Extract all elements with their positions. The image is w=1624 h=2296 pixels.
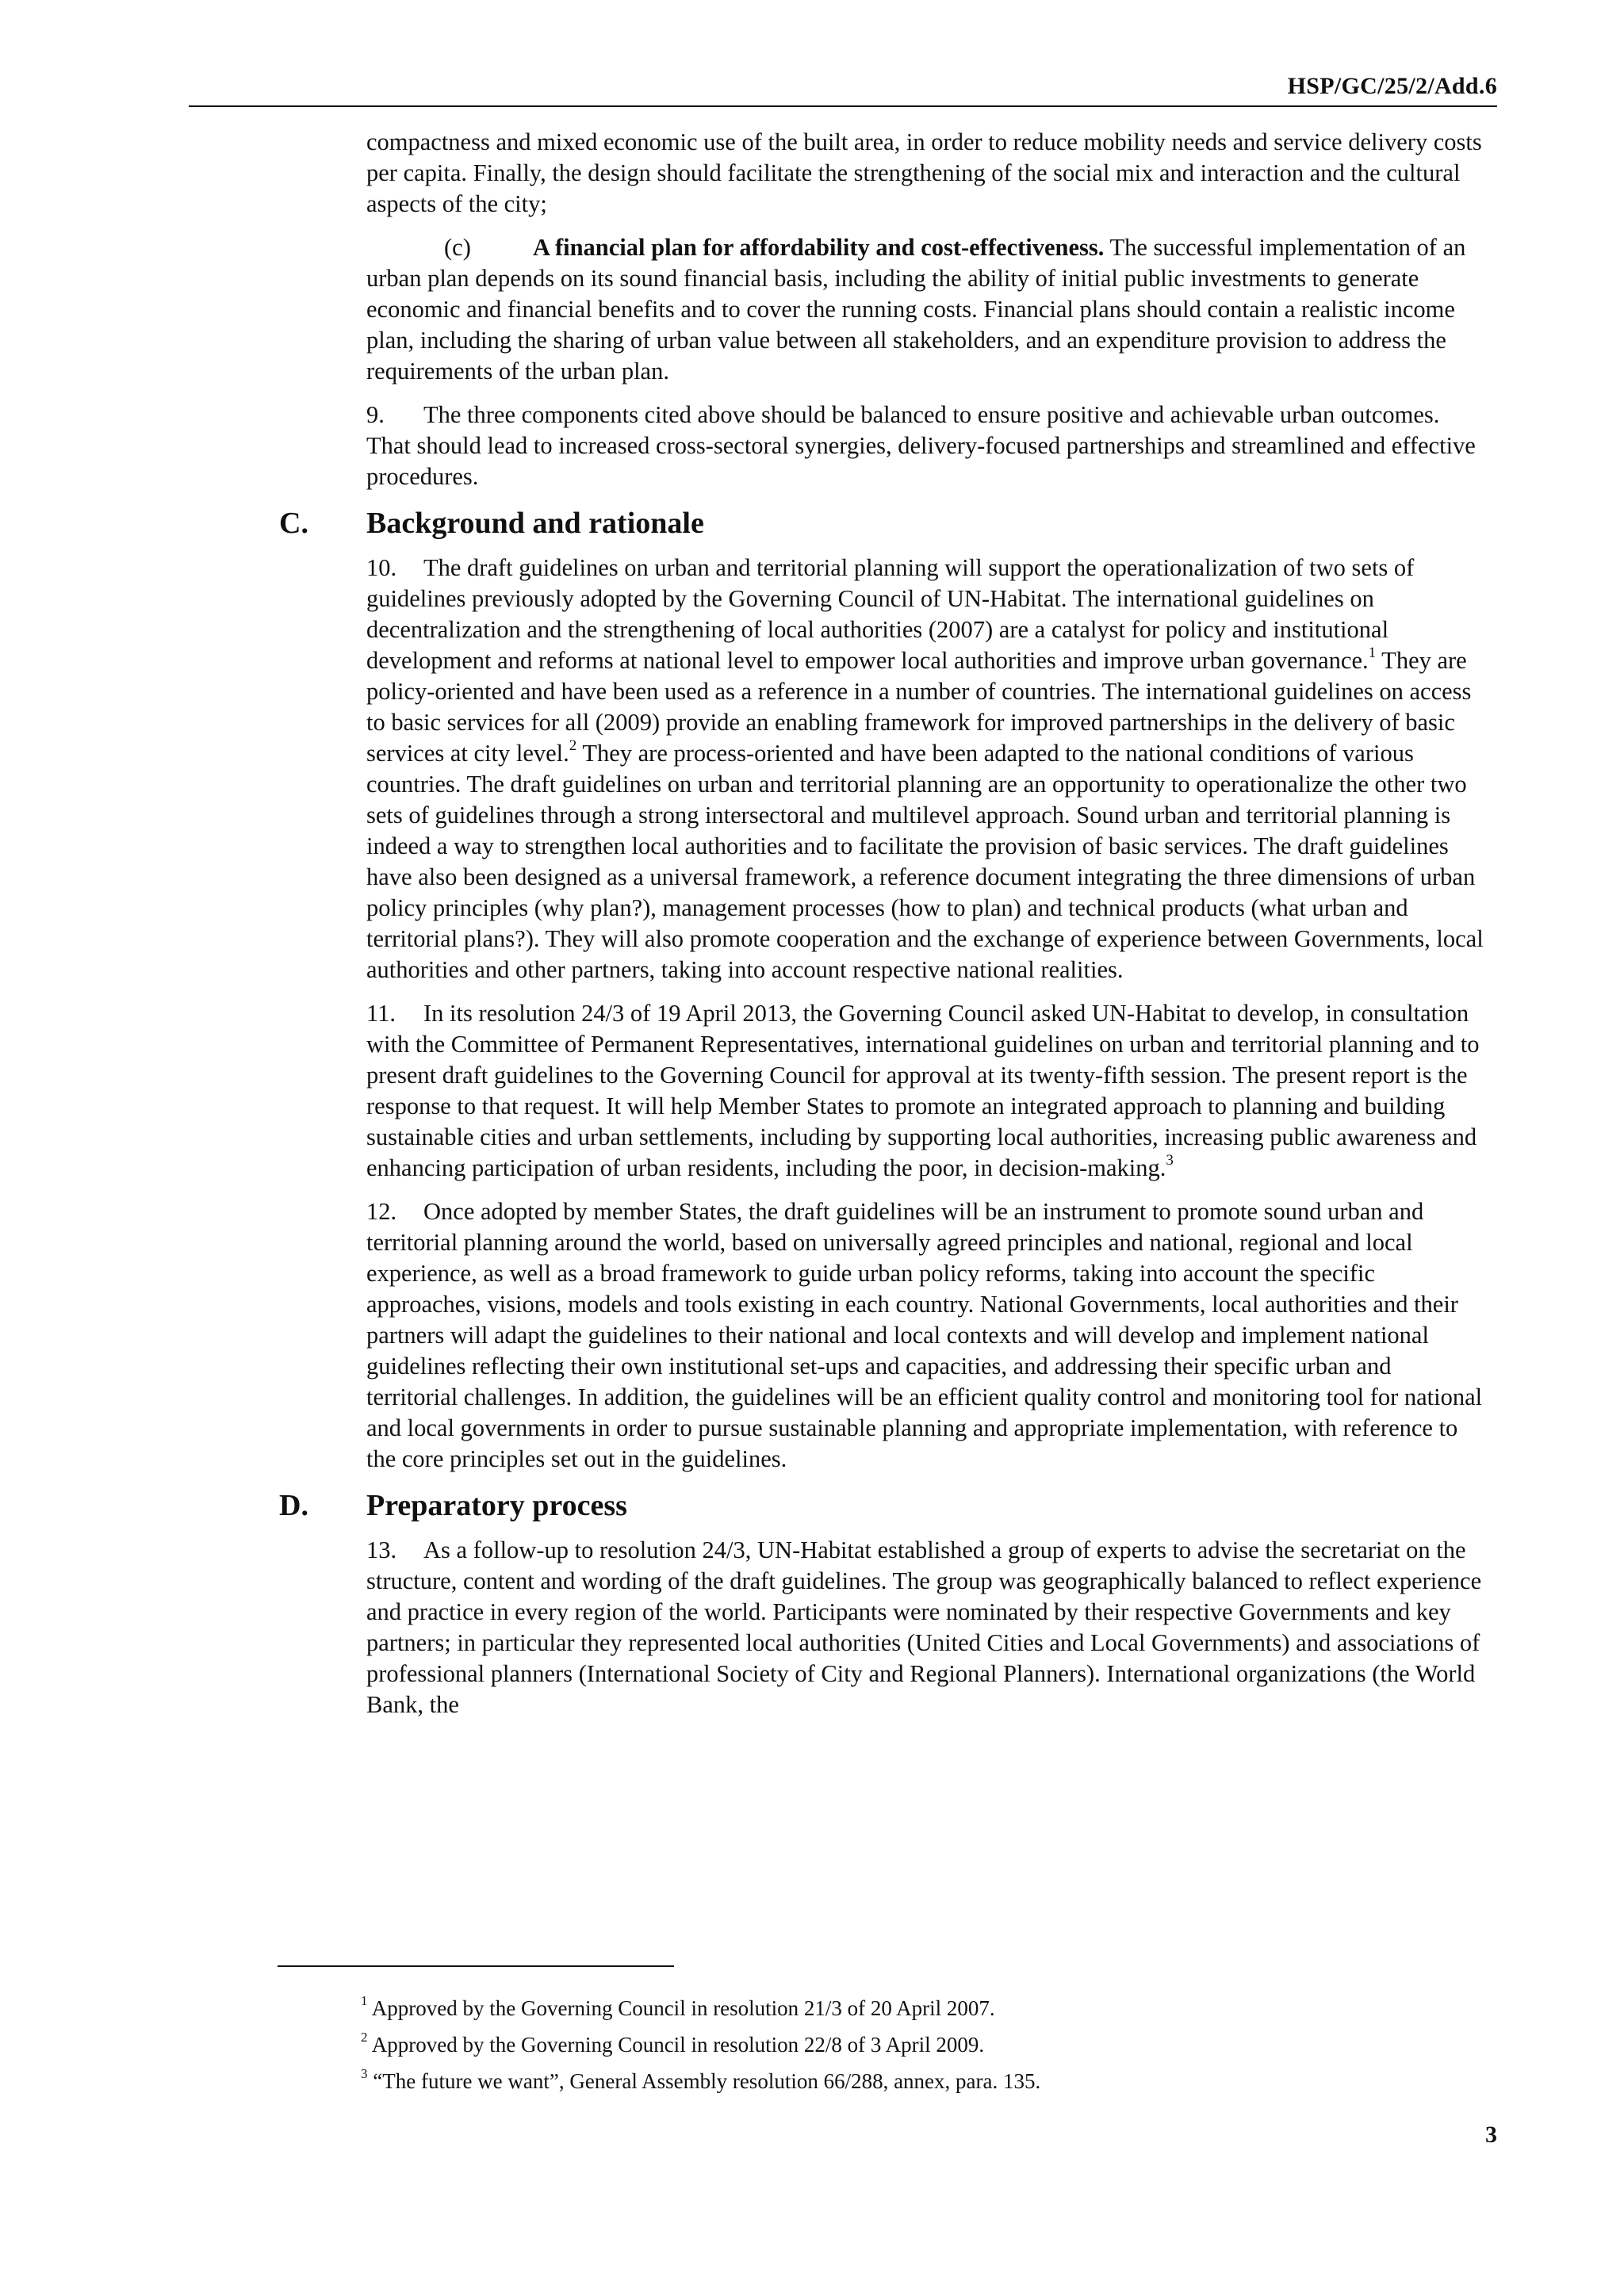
footnote-text: Approved by the Governing Council in resolution 21/3 of 20 April 2007. bbox=[367, 1996, 995, 2020]
page-number: 3 bbox=[1485, 2122, 1497, 2148]
footnote-mark: 1 bbox=[361, 1993, 368, 2008]
footnote-mark: 2 bbox=[361, 2030, 368, 2045]
paragraph-12 bbox=[366, 1196, 1484, 1475]
paragraph-number: 9. bbox=[366, 401, 385, 428]
list-item-title: A financial plan for affordability and cost-effectiveness. bbox=[533, 234, 1105, 261]
section-title: Preparatory process bbox=[366, 1489, 627, 1522]
footnotes bbox=[361, 1993, 1471, 2103]
paragraph-number: 11. bbox=[366, 1000, 396, 1027]
paragraph-text: In its resolution 24/3 of 19 April 2013, the Governing Council asked UN-Habitat to develop, in consultation with the Committee of Permanent Representatives, international guidelines on urban and territorial planning and to present draft guidelines to the Governing Council for approval at its twenty-fifth session. The present report is the response to that request. It will help Member States to promote an integrated approach to planning and building sustainable cities and urban settlements, including by supporting local authorities, increasing public awareness and enhancing participation of urban residents, including the poor, in decision-making. bbox=[366, 1000, 1480, 1181]
document-symbol: HSP/GC/25/2/Add.6 bbox=[1287, 73, 1497, 99]
paragraph-10 bbox=[366, 553, 1484, 985]
paragraph-number: 10. bbox=[366, 554, 397, 581]
list-item-text: The successful implementation of an urban plan depends on its sound financial basis, including the ability of initial public investments to generate economic and financial benefits and to cover the running costs. Financial plans should contain a realistic income plan, including the sharing of urban value between all stakeholders, and an expenditure provision to address the requirements of the urban plan. bbox=[366, 234, 1466, 385]
paragraph-text: They are process-oriented and have been adapted to the national conditions of various countries. The draft guidelines on urban and territorial planning are an opportunity to operationalize the other two sets of guidelines through a strong intersectoral and multilevel approach. Sound urban and territorial planning is indeed a way to strengthen local authorities and to facilitate the provision of basic services. The draft guidelines have also been designed as a universal framework, a reference document integrating the three dimensions of urban policy principles (why plan?), management processes (how to plan) and technical products (what urban and territorial plans?). They will also promote cooperation and the exchange of experience between Governments, local authorities and other partners, taking into account respective national realities. bbox=[366, 740, 1484, 983]
paragraph-text: They are policy-oriented and have been used as a reference in a number of countries. The international guidelines on access to basic services for all (2009) provide an enabling framework for improved partnerships in the delivery of basic services at city level. bbox=[366, 647, 1472, 767]
paragraph-text: The three components cited above should be balanced to ensure positive and achievable urban outcomes. That should lead to increased cross-sectoral synergies, delivery-focused partnerships and streamlined and effective procedures. bbox=[366, 401, 1476, 490]
footnote-ref[interactable]: 1 bbox=[1368, 644, 1377, 661]
footnote-1 bbox=[361, 1993, 1471, 2023]
footnote-text: Approved by the Governing Council in resolution 22/8 of 3 April 2009. bbox=[367, 2033, 985, 2057]
document-body bbox=[279, 127, 1484, 1733]
paragraph-9 bbox=[366, 400, 1484, 492]
footnote-ref[interactable]: 2 bbox=[569, 737, 577, 754]
list-item-label: (c) bbox=[444, 234, 471, 261]
footnote-ref[interactable]: 3 bbox=[1166, 1151, 1174, 1169]
paragraph-text: Once adopted by member States, the draft guidelines will be an instrument to promote sound urban and territorial planning around the world, based on universally agreed principles and national, regional and local experience, as well as a broad framework to guide urban policy reforms, taking into account the specific approaches, visions, models and tools existing in each country. National Governments, local authorities and their partners will adapt the guidelines to their national and local contexts and will develop and implement national guidelines reflecting their own institutional set-ups and capacities, and addressing their specific urban and territorial challenges. In addition, the guidelines will be an efficient quality control and monitoring tool for national and local governments in order to pursue sustainable planning and appropriate implementation, with reference to the core principles set out in the guidelines. bbox=[366, 1198, 1483, 1472]
paragraph-text: The draft guidelines on urban and territorial planning will support the operationalization of two sets of guidelines previously adopted by the Governing Council of UN-Habitat. The international guidelines on decentralization and the strengthening of local authorities (2007) are a catalyst for policy and institutional development and reforms at national level to empower local authorities and improve urban governance. bbox=[366, 554, 1415, 674]
list-item-c bbox=[366, 232, 1484, 387]
header-rule bbox=[189, 105, 1497, 107]
footnote-separator bbox=[278, 1965, 674, 1967]
footnote-2 bbox=[361, 2030, 1471, 2060]
paragraph-number: 13. bbox=[366, 1536, 397, 1563]
paragraph-number: 12. bbox=[366, 1198, 397, 1225]
section-heading-c bbox=[279, 505, 1484, 541]
section-heading-d bbox=[279, 1487, 1484, 1524]
section-letter: D. bbox=[279, 1489, 308, 1522]
footnote-mark: 3 bbox=[361, 2066, 368, 2081]
footnote-text: “The future we want”, General Assembly resolution 66/288, annex, para. 135. bbox=[367, 2069, 1041, 2093]
section-title: Background and rationale bbox=[366, 507, 704, 540]
paragraph-text: As a follow-up to resolution 24/3, UN-Habitat established a group of experts to advise the secretariat on the structure, content and wording of the draft guidelines. The group was geographically balanced to reflect experience and practice in every region of the world. Participants were nominated by their respective Governments and key partners; in particular they represented local authorities (United Cities and Local Governments) and associations of professional planners (International Society of City and Regional Planners). International organizations (the World Bank, the bbox=[366, 1536, 1482, 1718]
continued-paragraph: compactness and mixed economic use of the built area, in order to reduce mobility needs and service delivery costs per capita. Finally, the design should facilitate the strengthening of the social mix and interaction and the cultural aspects of the city; bbox=[366, 128, 1482, 217]
paragraph-13 bbox=[366, 1535, 1484, 1720]
paragraph-11 bbox=[366, 998, 1484, 1184]
footnote-3 bbox=[361, 2066, 1471, 2096]
section-letter: C. bbox=[279, 507, 308, 540]
